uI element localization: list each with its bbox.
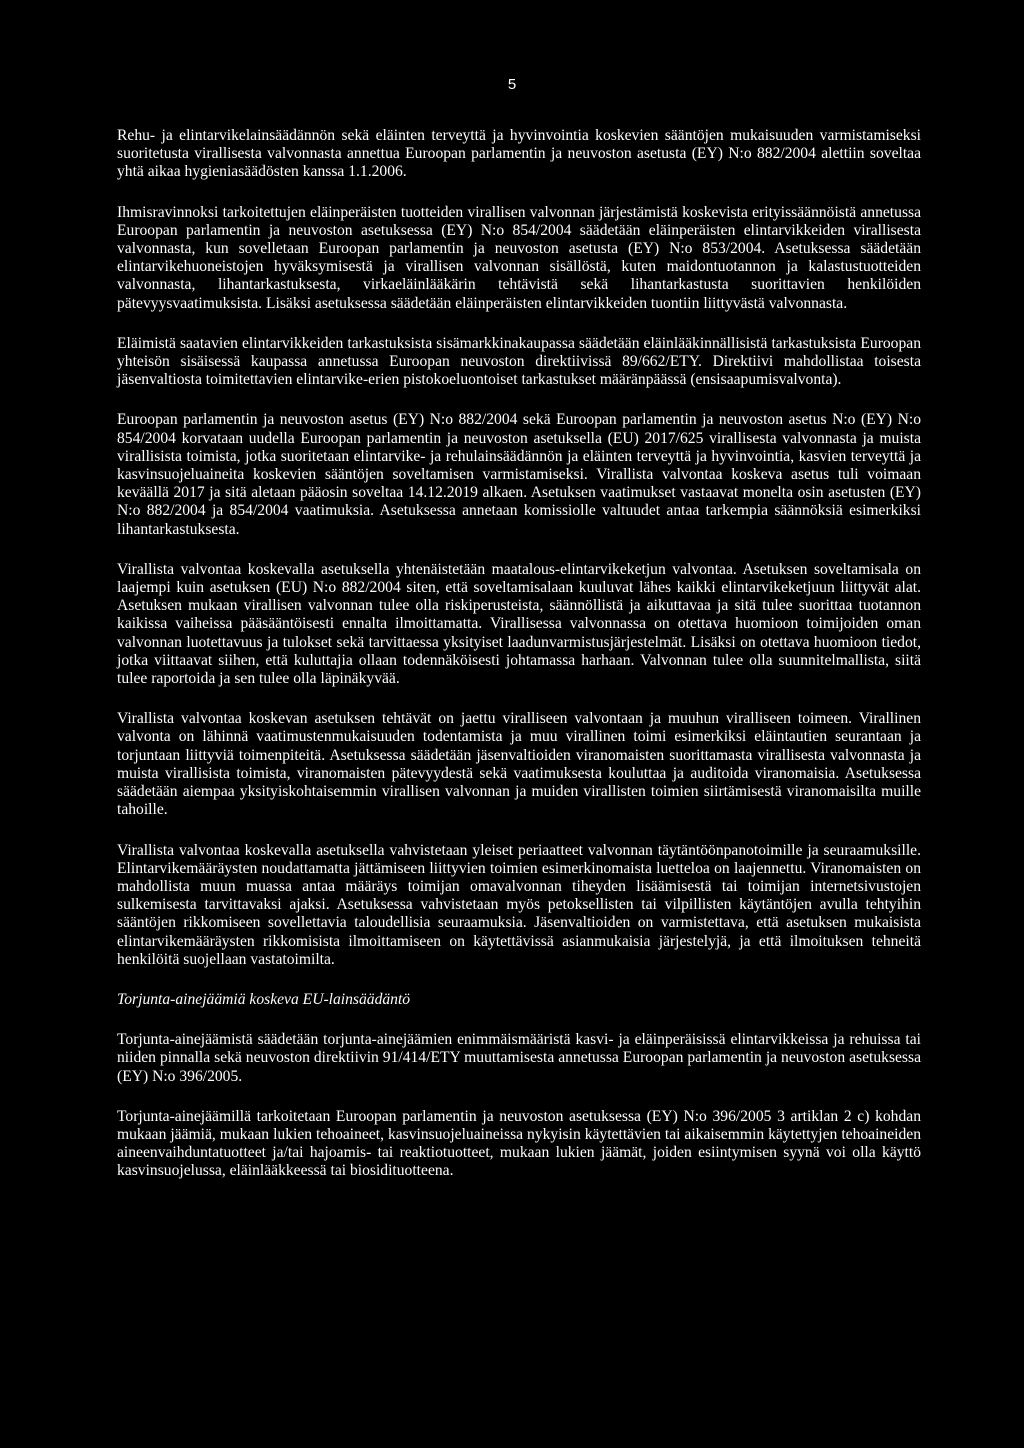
paragraph-control-tasks: Virallista valvontaa koskevan asetuksen tehtävät on jaettu viralliseen valvontaan ja muuhun viralliseen toimeen. Virallinen valvonta on lähinnä vaatimustenmukaisuuden todentamista ja muu virallinen toimi esimerkiksi eläintautien seurantaan ja torjuntaan liittyviä toimenpiteitä. Asetuksessa säädetään jäsenvaltioiden viranomaisten suorittamasta virallisesta valvonnasta ja muista virallisista toimista, viranomaisten pätevyydestä sekä vaatimuksesta kouluttaa ja auditoida viranomaisia. Asetuksessa säädetään aiempaa yksityiskohtaisemmin virallisen valvonnan ja muiden virallisten toimien siirtämisestä viranomaisilta muille tahoille.: [117, 710, 921, 819]
document-body: [117, 127, 921, 1203]
paragraph-new-regulation-2017-625: Euroopan parlamentin ja neuvoston asetus (EY) N:o 882/2004 sekä Euroopan parlamentin ja neuvoston asetus N:o (EY) N:o 854/2004 korvataan uudella Euroopan parlamentin ja neuvoston asetuksella (EU) 2017/625 virallisesta valvonnasta ja muista virallisista toimista, jotka suoritetaan elintarvike- ja rehulainsäädännön ja eläinten terveyttä ja hyvinvointia, kasvien terveyttä ja kasvinsuojeluaineita koskevien sääntöjen soveltamisen varmistamiseksi. Virallista valvontaa koskeva asetus tuli voimaan keväällä 2017 ja sitä aletaan pääosin soveltaa 14.12.2019 alkaen. Asetuksen vaatimukset vastaavat monelta osin asetusten (EY) N:o 882/2004 ja 854/2004 vaatimuksia. Asetuksessa annetaan komissiolle valtuudet antaa tarkempia säännöksiä esimerkiksi lihantarkastuksesta.: [117, 411, 921, 538]
page-number: 5: [507, 76, 517, 93]
paragraph-feed-food-control: Rehu- ja elintarvikelainsäädännön sekä eläinten terveyttä ja hyvinvointia koskevien sääntöjen mukaisuuden varmistamiseksi suoritetusta virallisesta valvonnasta annettua Euroopan parlamentin ja neuvoston asetusta (EY) N:o 882/2004 alettiin soveltaa yhtä aikaa hygieniasäädösten kanssa 1.1.2006.: [117, 127, 921, 181]
paragraph-enforcement-sanctions: Virallista valvontaa koskevalla asetuksella vahvistetaan yleiset periaatteet valvonnan täytäntöönpanotoimille ja seuraamuksille. Elintarvikemääräysten noudattamatta jättämiseen liittyvien toimien esimerkinomaista luetteloa on laajennettu. Viranomaisten on mahdollista muun muassa antaa määräys toimijan omavalvonnan tiheyden lisäämisestä tai toimijan internetsivustojen sulkemisesta tarvittavaksi ajaksi. Asetuksessa vahvistetaan myös petoksellisten tai vilpillisten käytäntöjen avulla tehtyihin sääntöjen rikkomiseen sovellettavia taloudellisia seuraamuksia. Jäsenvaltioiden on varmistettava, että asetuksen mukaisista elintarvikemääräysten rikkomisista ilmoittamiseen on käytettävissä asianmukaisia järjestelyjä, ja että ilmoituksen tehneitä henkilöitä suojellaan vastatoimilta.: [117, 841, 921, 968]
section-heading-pesticide-residues: Torjunta-ainejäämiä koskeva EU-lainsäädäntö: [117, 990, 411, 1008]
paragraph-pesticide-limits: Torjunta-ainejäämistä säädetään torjunta-ainejäämien enimmäismääristä kasvi- ja eläinperäisissä elintarvikkeissa ja rehuissa tai niiden pinnalla sekä neuvoston direktiivin 91/414/ETY muuttamisesta annetussa Euroopan parlamentin ja neuvoston asetuksessa (EY) N:o 396/2005.: [117, 1031, 921, 1085]
paragraph-scope-of-control: Virallista valvontaa koskevalla asetuksella yhtenäistetään maatalous-elintarvikeketjun valvontaa. Asetuksen soveltamisala on laajempi kuin asetuksen (EU) N:o 882/2004 siten, että soveltamisalaan kuuluvat lähes kaikki elintarvikeketjuun liittyvät alat. Asetuksen mukaan virallisen valvonnan tulee olla riskiperusteista, säännöllistä ja aikuttavaa ja sitä tulee suorittaa tuotannon kaikissa vaiheissa pääsääntöisesti ennalta ilmoittamatta. Virallisessa valvonnassa on otettava huomioon toimijoiden oman valvonnan luotettavuus ja tulokset sekä tarvittaessa yksityiset laadunvarmistusjärjestelmät. Lisäksi on otettava huomioon tiedot, jotka viittaavat siihen, että kuluttajia ollaan todennäköisesti johtamassa harhaan. Valvonnan tulee olla suunnitelmallista, siitä tulee raportoida ja sen tulee olla läpinäkyvää.: [117, 560, 921, 688]
paragraph-animal-products-control: Ihmisravinnoksi tarkoitettujen eläinperäisten tuotteiden virallisen valvonnan järjestämistä koskevista erityissäännöistä annetussa Euroopan parlamentin ja neuvoston asetuksessa (EY) N:o 854/2004 säädetään eläinperäisten elintarvikkeiden virallisesta valvonnasta, kun sovelletaan Euroopan parlamentin ja neuvoston asetusta (EY) N:o 853/2004. Asetuksessa säädetään elintarvikehuoneistojen hyväksymisestä ja virallisen valvonnan sisällöstä, kuten maidontuotannon ja kalastustuotteiden valvonnasta, lihantarkastuksesta, virkaeläinlääkärin tehtävistä sekä lihantarkastusta suorittavien henkilöiden pätevyysvaatimuksista. Lisäksi asetuksessa säädetään eläinperäisten elintarvikkeiden tuontiin liittyvästä valvonnasta.: [117, 203, 921, 312]
paragraph-pesticide-definition: Torjunta-ainejäämillä tarkoitetaan Euroopan parlamentin ja neuvoston asetuksessa (EY) N:o 396/2005 3 artiklan 2 c) kohdan mukaan jäämiä, mukaan lukien tehoaineet, kasvinsuojeluaineissa nykyisin käytettävien tai aikaisemmin käytettyjen tehoaineiden aineenvaihduntatuotteet ja/tai hajoamis- tai reaktiotuotteet, mukaan lukien jäämät, joiden esiintymisen syynä voi olla käyttö kasvinsuojelussa, eläinlääkkeessä tai biosidituotteena.: [117, 1107, 921, 1180]
paragraph-internal-market-inspections: Eläimistä saatavien elintarvikkeiden tarkastuksista sisämarkkinakaupassa säädetään eläinlääkinnällisistä tarkastuksista Euroopan yhteisön sisäisessä kaupassa annetussa Euroopan neuvoston direktiivissä 89/662/ETY. Direktiivi mahdollistaa toisesta jäsenvaltiosta toimitettavien elintarvike-erien pistokoeluontoiset tarkastukset määränpäässä (ensisaapumisvalvonta).: [117, 334, 921, 389]
